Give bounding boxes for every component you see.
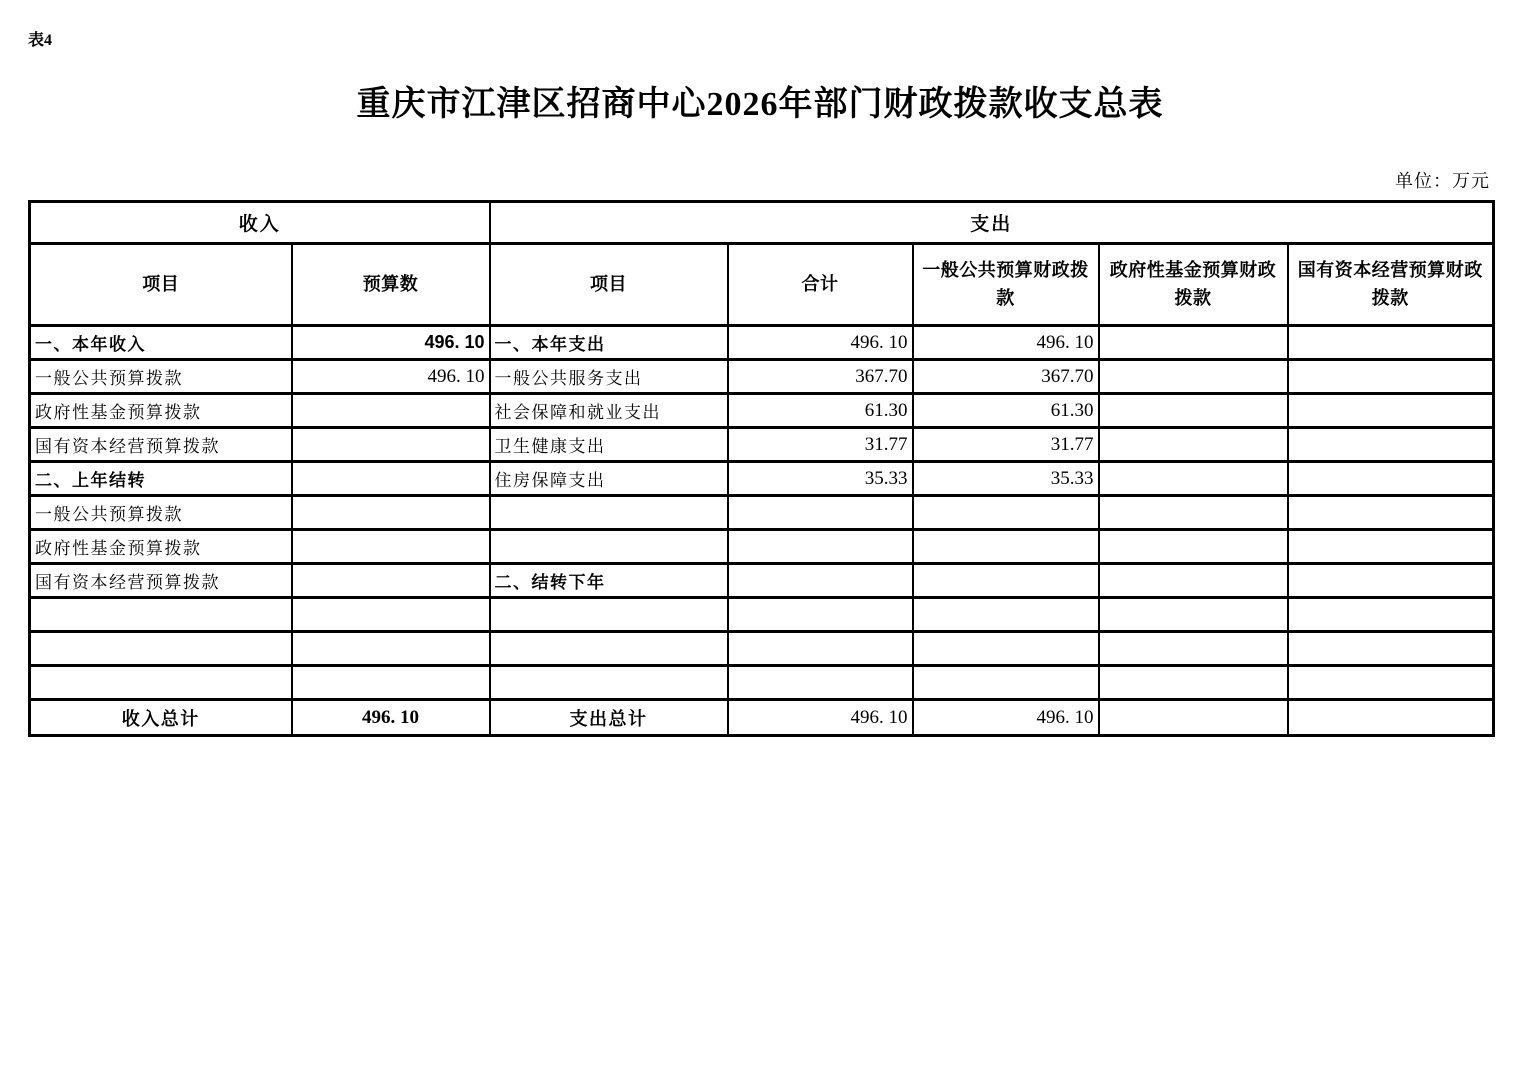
table-row <box>30 666 1494 700</box>
cell-expenditure-item: 住房保障支出 <box>490 462 728 496</box>
cell-expenditure-gov-fund <box>1099 462 1288 496</box>
table-row <box>30 564 1494 598</box>
cell-expenditure-gov-fund <box>1099 564 1288 598</box>
cell-income-budget <box>292 530 490 564</box>
cell-expenditure-gov-fund-total <box>1099 700 1288 736</box>
cell-expenditure-state-capital <box>1288 530 1494 564</box>
col-header-expenditure-total: 合计 <box>728 244 913 326</box>
cell-expenditure-general-public <box>913 564 1099 598</box>
cell-income-budget <box>292 666 490 700</box>
cell-expenditure-gov-fund <box>1099 428 1288 462</box>
cell-expenditure-item: 一、本年支出 <box>490 326 728 360</box>
column-header-row <box>30 244 1494 326</box>
cell-income-item: 政府性基金预算拨款 <box>30 530 292 564</box>
table-row <box>30 598 1494 632</box>
cell-expenditure-item: 卫生健康支出 <box>490 428 728 462</box>
cell-income-total-value: 496. 10 <box>292 700 490 736</box>
cell-income-item: 政府性基金预算拨款 <box>30 394 292 428</box>
cell-expenditure-total <box>728 666 913 700</box>
cell-expenditure-total <box>728 530 913 564</box>
cell-expenditure-total: 496. 10 <box>728 326 913 360</box>
cell-income-budget <box>292 462 490 496</box>
income-group-header: 收入 <box>30 202 490 244</box>
cell-expenditure-gov-fund <box>1099 666 1288 700</box>
cell-expenditure-general-public: 31.77 <box>913 428 1099 462</box>
expenditure-group-header: 支出 <box>490 202 1494 244</box>
cell-income-budget <box>292 394 490 428</box>
cell-income-item <box>30 666 292 700</box>
page-title: 重庆市江津区招商中心2026年部门财政拨款收支总表 <box>356 86 1164 123</box>
cell-expenditure-total <box>728 598 913 632</box>
cell-expenditure-general-public <box>913 666 1099 700</box>
cell-expenditure-item: 社会保障和就业支出 <box>490 394 728 428</box>
table-number-label: 表4 <box>28 32 53 49</box>
table-row <box>30 428 1494 462</box>
cell-income-budget <box>292 632 490 666</box>
table-row <box>30 530 1494 564</box>
cell-expenditure-general-public: 367.70 <box>913 360 1099 394</box>
cell-income-budget <box>292 428 490 462</box>
cell-expenditure-item <box>490 632 728 666</box>
cell-expenditure-state-capital <box>1288 394 1494 428</box>
cell-expenditure-gov-fund <box>1099 360 1288 394</box>
cell-expenditure-general-public: 35.33 <box>913 462 1099 496</box>
cell-expenditure-item <box>490 530 728 564</box>
cell-expenditure-state-capital <box>1288 428 1494 462</box>
cell-expenditure-general-public <box>913 632 1099 666</box>
cell-expenditure-item <box>490 496 728 530</box>
cell-income-item <box>30 632 292 666</box>
cell-expenditure-total-label: 支出总计 <box>490 700 728 736</box>
cell-expenditure-state-capital <box>1288 496 1494 530</box>
budget-summary-table <box>28 200 1495 737</box>
col-header-income-item: 项目 <box>30 244 292 326</box>
cell-expenditure-state-capital <box>1288 462 1494 496</box>
cell-expenditure-state-capital <box>1288 598 1494 632</box>
cell-expenditure-general-public <box>913 530 1099 564</box>
table-row <box>30 462 1494 496</box>
table-row <box>30 496 1494 530</box>
cell-expenditure-gov-fund <box>1099 530 1288 564</box>
group-header-row <box>30 202 1494 244</box>
table-row <box>30 632 1494 666</box>
col-header-income-budget: 预算数 <box>292 244 490 326</box>
cell-expenditure-state-capital <box>1288 632 1494 666</box>
col-header-expenditure-gov-fund: 政府性基金预算财政拨款 <box>1099 244 1288 326</box>
cell-income-budget: 496. 10 <box>292 326 490 360</box>
cell-expenditure-total-value: 496. 10 <box>728 700 913 736</box>
cell-expenditure-total <box>728 496 913 530</box>
table-row <box>30 326 1494 360</box>
cell-expenditure-state-capital <box>1288 326 1494 360</box>
cell-expenditure-item: 二、结转下年 <box>490 564 728 598</box>
unit-note: 单位：万元 <box>1395 171 1490 191</box>
cell-income-item: 国有资本经营预算拨款 <box>30 564 292 598</box>
col-header-expenditure-state-capital: 国有资本经营预算财政拨款 <box>1288 244 1494 326</box>
cell-expenditure-total: 367.70 <box>728 360 913 394</box>
cell-expenditure-gov-fund <box>1099 394 1288 428</box>
cell-income-budget <box>292 598 490 632</box>
cell-income-budget <box>292 496 490 530</box>
cell-expenditure-item <box>490 666 728 700</box>
cell-income-item: 一般公共预算拨款 <box>30 360 292 394</box>
cell-income-item: 国有资本经营预算拨款 <box>30 428 292 462</box>
cell-expenditure-state-capital <box>1288 666 1494 700</box>
cell-expenditure-total: 35.33 <box>728 462 913 496</box>
cell-expenditure-gov-fund <box>1099 496 1288 530</box>
cell-expenditure-item <box>490 598 728 632</box>
cell-income-budget <box>292 564 490 598</box>
cell-expenditure-total <box>728 564 913 598</box>
cell-expenditure-item: 一般公共服务支出 <box>490 360 728 394</box>
cell-expenditure-general-public-total: 496. 10 <box>913 700 1099 736</box>
cell-expenditure-state-capital <box>1288 564 1494 598</box>
cell-expenditure-general-public <box>913 598 1099 632</box>
cell-income-item: 一、本年收入 <box>30 326 292 360</box>
col-header-expenditure-item: 项目 <box>490 244 728 326</box>
cell-income-item: 一般公共预算拨款 <box>30 496 292 530</box>
cell-expenditure-total: 31.77 <box>728 428 913 462</box>
cell-expenditure-total: 61.30 <box>728 394 913 428</box>
cell-expenditure-state-capital <box>1288 360 1494 394</box>
table-row <box>30 394 1494 428</box>
cell-expenditure-general-public <box>913 496 1099 530</box>
cell-income-item <box>30 598 292 632</box>
table-row <box>30 360 1494 394</box>
cell-expenditure-gov-fund <box>1099 632 1288 666</box>
cell-income-item: 二、上年结转 <box>30 462 292 496</box>
cell-expenditure-total <box>728 632 913 666</box>
cell-income-total-label: 收入总计 <box>30 700 292 736</box>
cell-expenditure-gov-fund <box>1099 598 1288 632</box>
cell-expenditure-general-public: 496. 10 <box>913 326 1099 360</box>
total-row <box>30 700 1494 736</box>
cell-expenditure-state-capital-total <box>1288 700 1494 736</box>
col-header-expenditure-general-public: 一般公共预算财政拨款 <box>913 244 1099 326</box>
cell-expenditure-gov-fund <box>1099 326 1288 360</box>
cell-expenditure-general-public: 61.30 <box>913 394 1099 428</box>
cell-income-budget: 496. 10 <box>292 360 490 394</box>
